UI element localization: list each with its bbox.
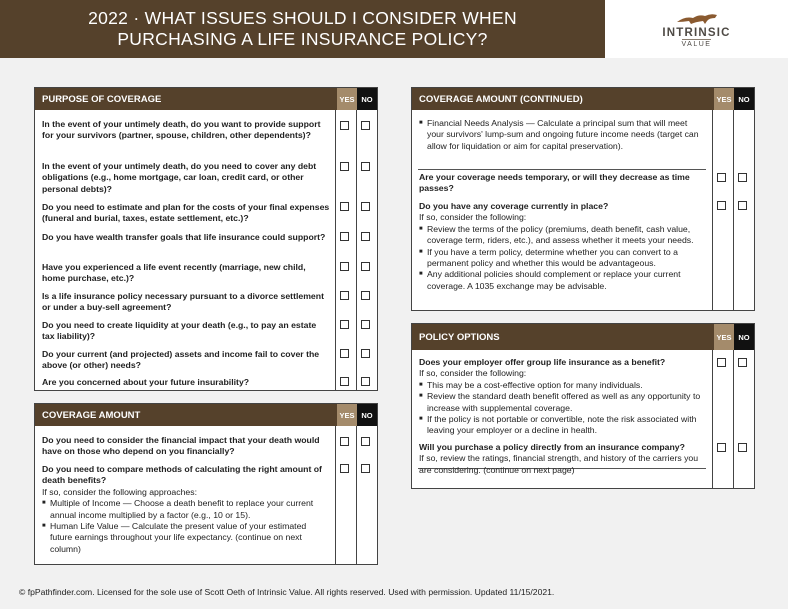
- no-checkbox[interactable]: [361, 349, 370, 358]
- no-checkbox[interactable]: [738, 443, 747, 452]
- yes-checkbox[interactable]: [340, 377, 349, 386]
- question-item: Do you have any coverage currently in place? If so, consider the following: ■ Review the terms of the policy (premiums, death benefit, cash value, coverage term, riders, etc.), and assess whether it meets your needs. ■ If you have a term policy, determine whether you can convert to a permanent policy and whether this would be advantageous. ■ Any additional policies should complement or replace your current coverage. A 1035 exchange may be advisable.: [419, 201, 694, 291]
- no-checkbox[interactable]: [738, 173, 747, 182]
- logo-subtitle: VALUE: [681, 41, 712, 48]
- yes-checkbox[interactable]: [340, 464, 349, 473]
- no-checkbox[interactable]: [361, 320, 370, 329]
- copyright-footer: © fpPathfinder.com. Licensed for the sole use of Scott Oeth of Intrinsic Value. All rights reserved. Used with permission. Updated 11/15/2021.: [19, 587, 555, 597]
- bullet-item: ■ Financial Needs Analysis — Calculate a principal sum that will meet your survivors' lump-sum and ongoing future income needs (target can allow for liquidation or aim for capital preservation).: [419, 118, 699, 151]
- question-item: Do your current (and projected) assets and income fail to cover the above (or other) needs?: [42, 349, 320, 371]
- yes-checkbox[interactable]: [340, 202, 349, 211]
- question-item: Is a life insurance policy necessary pursuant to a divorce settlement or under a buy-sell agreement?: [42, 291, 324, 313]
- question-item: Will you purchase a policy directly from an insurance company? If so, review the ratings, financial strength, and history of the carriers you are considering. (continue on next page): [419, 442, 699, 475]
- no-column-header: NO: [734, 88, 754, 110]
- coverage-amount-continued-panel: [411, 87, 755, 311]
- bull-logo-icon: [675, 10, 719, 26]
- panel-title: POLICY OPTIONS: [419, 331, 500, 343]
- no-checkbox[interactable]: [361, 437, 370, 446]
- page-header: [0, 0, 605, 58]
- question-item: Are you concerned about your future insurability?: [42, 377, 250, 387]
- question-item: Does your employer offer group life insurance as a benefit? If so, consider the following: ■ This may be a cost-effective option for many individuals. ■ Review the standard death benefit offered as well as any opportunity to increase with supplemental coverage. ■ If the policy is not portable or convertible, note the risk associated with leaving your employer or a decline in health.: [419, 357, 701, 436]
- yes-column-header: YES: [714, 324, 734, 350]
- no-checkbox[interactable]: [361, 232, 370, 241]
- no-checkbox[interactable]: [738, 201, 747, 210]
- panel-title: PURPOSE OF COVERAGE: [42, 93, 162, 105]
- yes-column-header: YES: [714, 88, 734, 110]
- question-item: Do you have wealth transfer goals that life insurance could support?: [42, 232, 326, 242]
- yes-column-header: YES: [337, 88, 357, 110]
- question-item: In the event of your untimely death, do you want to provide support for your survivors (partner, spouse, children, other dependents)?: [42, 119, 321, 141]
- no-checkbox[interactable]: [738, 358, 747, 367]
- policy-options-panel: [411, 323, 755, 489]
- yes-checkbox[interactable]: [340, 232, 349, 241]
- yes-checkbox[interactable]: [717, 358, 726, 367]
- yes-checkbox[interactable]: [340, 162, 349, 171]
- no-column-header: NO: [357, 404, 377, 426]
- question-item: Are your coverage needs temporary, or will they decrease as time passes?: [419, 172, 690, 194]
- yes-checkbox[interactable]: [717, 201, 726, 210]
- coverage-amount-panel: [34, 403, 378, 565]
- no-checkbox[interactable]: [361, 291, 370, 300]
- panel-title: COVERAGE AMOUNT: [42, 409, 141, 421]
- yes-checkbox[interactable]: [340, 121, 349, 130]
- yes-checkbox[interactable]: [340, 349, 349, 358]
- no-column-header: NO: [734, 324, 754, 350]
- question-item: Do you need to create liquidity at your death (e.g., to pay an estate tax liability)?: [42, 320, 317, 342]
- policy-options-panel-header: [412, 324, 754, 350]
- page-title-line-2: PURCHASING A LIFE INSURANCE POLICY?: [117, 29, 488, 49]
- logo-name: INTRINSIC: [662, 27, 731, 39]
- no-column-header: NO: [357, 88, 377, 110]
- no-checkbox[interactable]: [361, 121, 370, 130]
- yes-checkbox[interactable]: [340, 291, 349, 300]
- coverage-panel-header: [35, 404, 377, 426]
- yes-checkbox[interactable]: [717, 173, 726, 182]
- purpose-panel-header: [35, 88, 377, 110]
- coverage-continued-panel-header: [412, 88, 754, 110]
- no-checkbox[interactable]: [361, 262, 370, 271]
- no-checkbox[interactable]: [361, 377, 370, 386]
- yes-checkbox[interactable]: [717, 443, 726, 452]
- question-item: Do you need to consider the financial impact that your death would have on those who depend on you financially?: [42, 435, 320, 457]
- yes-checkbox[interactable]: [340, 262, 349, 271]
- question-item: Do you need to estimate and plan for the costs of your final expenses (funeral and burial, taxes, estate settlement, etc.)?: [42, 202, 330, 224]
- no-checkbox[interactable]: [361, 162, 370, 171]
- logo: [605, 0, 788, 58]
- question-item: Have you experienced a life event recently (marriage, new child, home purchase, etc.)?: [42, 262, 306, 284]
- panel-title: COVERAGE AMOUNT (CONTINUED): [419, 93, 583, 105]
- no-checkbox[interactable]: [361, 464, 370, 473]
- question-item: Do you need to compare methods of calculating the right amount of death benefits? If so, consider the following approaches: ■ Multiple of Income — Choose a death benefit to replace your current annual income multiplied by a factor (e.g., 10 or 15). ■ Human Life Value — Calculate the present value of your estimated future earnings throughout your life expectancy. (continue on next column): [42, 464, 322, 554]
- question-item: In the event of your untimely death, do you need to cover any debt obligations (e.g., home mortgage, car loan, credit card, or other personal debts)?: [42, 161, 317, 194]
- no-checkbox[interactable]: [361, 202, 370, 211]
- purpose-of-coverage-panel: [34, 87, 378, 391]
- page-title-line-1: 2022 · WHAT ISSUES SHOULD I CONSIDER WHEN: [88, 8, 517, 28]
- yes-column-header: YES: [337, 404, 357, 426]
- yes-checkbox[interactable]: [340, 320, 349, 329]
- yes-checkbox[interactable]: [340, 437, 349, 446]
